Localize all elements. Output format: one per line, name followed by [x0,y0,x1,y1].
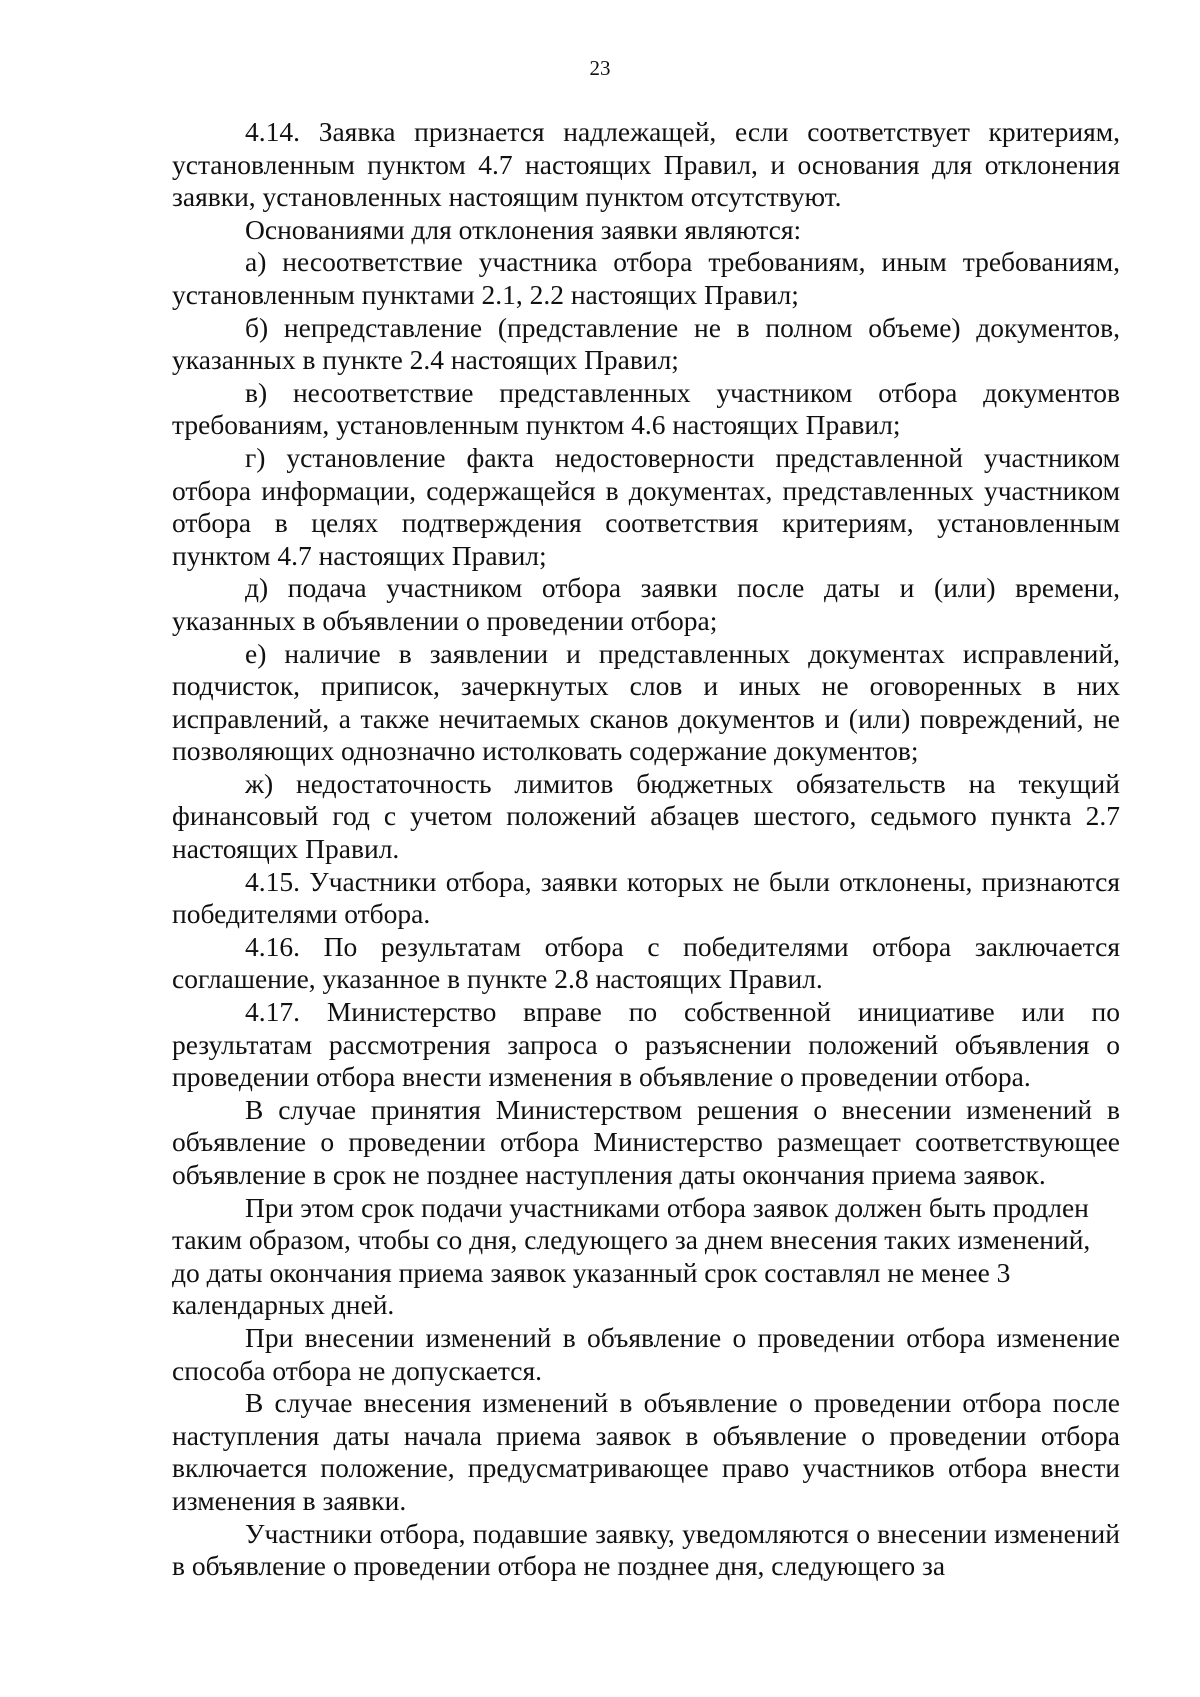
paragraph-item-b: б) непредставление (представление не в полном объеме) документов, указанных в пункте 2.4 настоящих Правил; [172,311,1120,376]
paragraph-4-16: 4.16. По результатам отбора с победителями отбора заключается соглашение, указанное в пункте 2.8 настоящих Правил. [172,930,1120,995]
paragraph-method-change: При внесении изменений в объявление о проведении отбора изменение способа отбора не допускается. [172,1321,1120,1386]
paragraph-4-17: 4.17. Министерство вправе по собственной инициативе или по результатам рассмотрения запроса о разъяснении положений объявления о проведении отбора внести изменения в объявление о проведении отбора. [172,996,1120,1093]
paragraph-item-g: г) установление факта недостоверности представленной участником отбора информации, содержащейся в документах, представленных участником отбора в целях подтверждения соответствия критериям, установленным пунктом 4.7 настоящих Правил; [172,441,1120,571]
paragraph-item-zh: ж) недостаточность лимитов бюджетных обязательств на текущий финансовый год с учетом положений абзацев шестого, седьмого пункта 2.7 настоящих Правил. [172,767,1120,865]
paragraph-item-d: д) подача участником отбора заявки после даты и (или) времени, указанных в объявлении о проведении отбора; [172,572,1120,636]
paragraph-item-e: е) наличие в заявлении и представленных документах исправлений, подчисток, приписок, зачеркнутых слов и иных не оговоренных в них исправлений, а также нечитаемых сканов документов и (или) повреждений, не позволяющих однозначно истолковать содержание документов; [172,637,1120,767]
paragraph-item-a: а) несоответствие участника отбора требованиям, иным требованиям, установленным пунктами 2.1, 2.2 настоящих Правил; [172,246,1120,310]
paragraph-ministry-decision: В случае принятия Министерством решения о внесении изменений в объявление о проведении отбора Министерство размещает соответствующее объявление в срок не позднее наступления даты окончания приема заявок. [172,1093,1120,1190]
paragraph-4-14: 4.14. Заявка признается надлежащей, если соответствует критериям, установленным пунктом 4.7 настоящих Правил, и основания для отклонения заявки, установленных настоящим пунктом отсутствуют. [172,116,1120,213]
paragraph-deadline-extension: При этом срок подачи участниками отбора заявок должен быть продлен таким образом, чтобы со дня, следующего за днем внесения таких изменений, до даты окончания приема заявок указанный срок составлял не менее 3 календарных дней. [172,1191,1091,1321]
page-number: 23 [589,56,611,80]
paragraph-grounds-intro: Основаниями для отклонения заявки являются: [245,213,802,245]
paragraph-item-v: в) несоответствие представленных участником отбора документов требованиям, установленным пунктом 4.6 настоящих Правил; [172,376,1120,441]
paragraph-participants-notified: Участники отбора, подавшие заявку, уведомляются о внесении изменений в объявление о проведении отбора не позднее дня, следующего за [172,1517,1120,1582]
document-body [172,116,1120,1583]
paragraph-changes-after-start: В случае внесения изменений в объявление о проведении отбора после наступления даты начала приема заявок в объявление о проведении отбора включается положение, предусматривающее право участников отбора внести изменения в заявки. [172,1387,1120,1516]
paragraph-4-15: 4.15. Участники отбора, заявки которых не были отклонены, признаются победителями отбора. [172,865,1120,930]
